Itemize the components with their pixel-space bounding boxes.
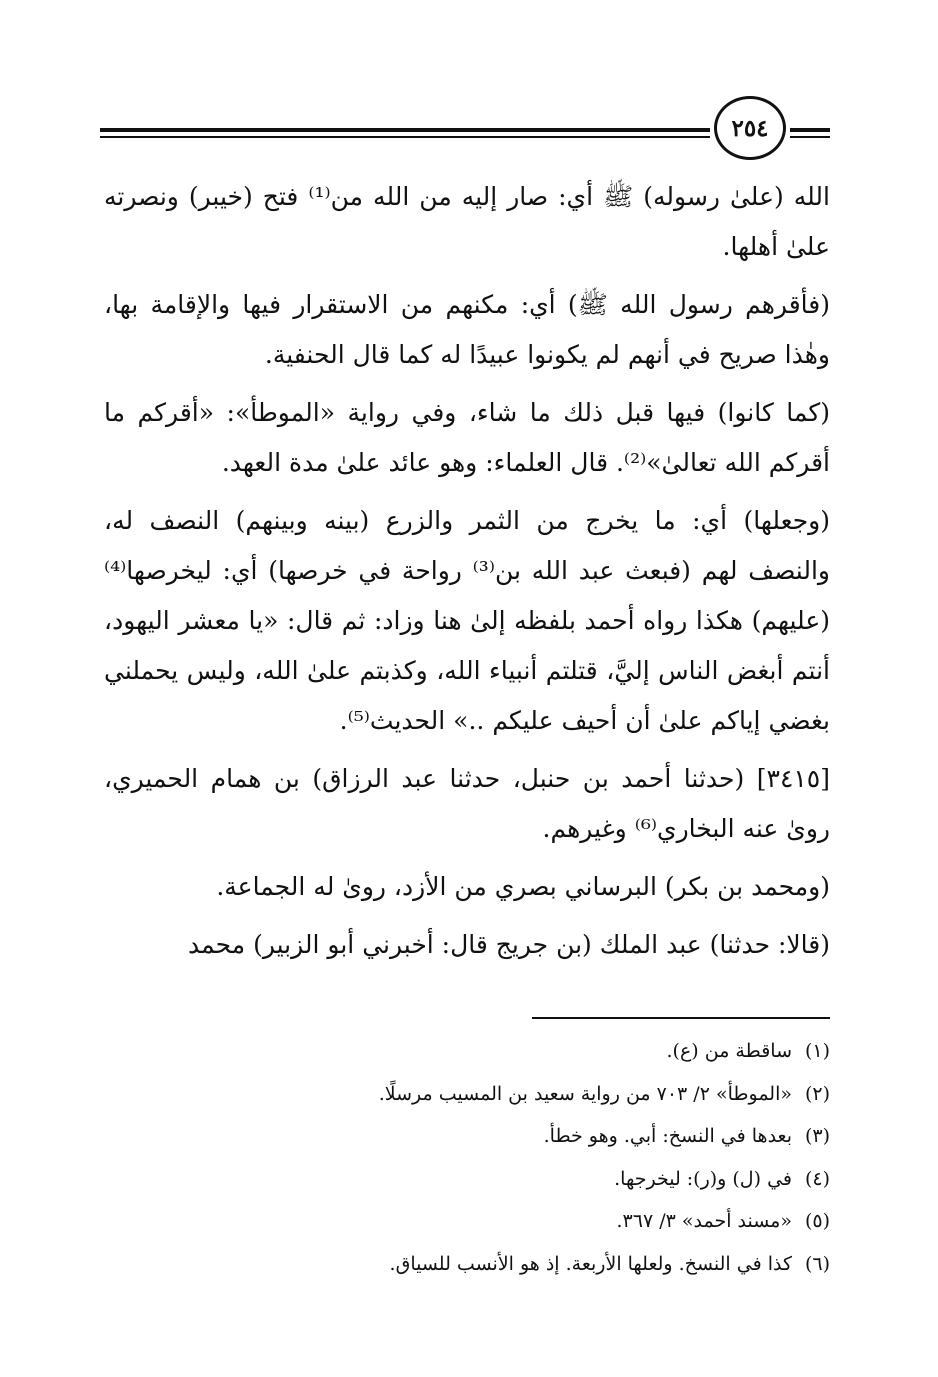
main-text (104, 172, 830, 978)
footnote-text: ساقطة من (ع). (666, 1040, 792, 1062)
header-rule (100, 128, 710, 132)
footnote-separator (532, 1017, 830, 1019)
page-number: ٢٥٤ (714, 96, 786, 160)
header-rule (790, 128, 830, 132)
footnote-text: بعدها في النسخ: أبي. وهو خطأ. (543, 1125, 792, 1147)
footnote-text: في (ل) و(ر): ليخرجها. (614, 1167, 792, 1190)
paragraph: [٣٤١٥] (حدثنا أحمد بن حنبل، حدثنا عبد الرزاق) بن همام الحميري، روىٰ عنه البخاري⁽⁶⁾ وغيرهم. (104, 764, 830, 843)
footnote-text: «الموطأ» ٢/ ٧٠٣ من رواية سعيد بن المسيب مرسلًا. (378, 1082, 792, 1105)
footnotes (104, 1030, 830, 1285)
footnote-text: «مسند أحمد» ٣/ ٣٦٧. (616, 1210, 792, 1232)
footnote (104, 1030, 830, 1073)
footnote-number: (٢) (804, 1082, 830, 1105)
footnote-number: (٦) (804, 1252, 830, 1275)
page-header (100, 96, 830, 166)
header-rule (790, 136, 830, 138)
footnote (104, 1158, 830, 1201)
paragraph: (كما كانوا) فيها قبل ذلك ما شاء، وفي رواية «الموطأ»: «أقركم ما أقركم الله تعالىٰ»⁽²⁾. قال العلماء: وهو عائد علىٰ مدة العهد. (104, 398, 830, 477)
footnote (104, 1200, 830, 1243)
footnote-number: (٤) (804, 1167, 830, 1190)
footnote (104, 1243, 830, 1286)
paragraph: (وجعلها) أي: ما يخرج من الثمر والزرع (بينه وبينهم) النصف له، والنصف لهم (فبعث عبد الله بن⁽³⁾ رواحة في خرصها) أي: ليخرصها⁽⁴⁾ (عليهم) هكذا رواه أحمد بلفظه إلىٰ هنا وزاد: ثم قال: «يا معشر اليهود، أنتم أبغض الناس إليَّ، قتلتم أنبياء الله، وكذبتم علىٰ الله، وليس يحملني بغضي إياكم علىٰ أن أحيف عليكم ..» الحديث⁽⁵⁾. (104, 506, 830, 735)
paragraph: الله (علىٰ رسوله) ﷺ أي: صار إليه من الله من⁽¹⁾ فتح (خيبر) ونصرته علىٰ أهلها. (104, 182, 830, 261)
footnote (104, 1115, 830, 1158)
footnote-number: (١) (804, 1040, 830, 1062)
footnote-number: (٣) (804, 1125, 830, 1147)
paragraph: (ومحمد بن بكر) البرساني بصري من الأزد، روىٰ له الجماعة. (216, 872, 830, 901)
footnote (104, 1073, 830, 1116)
header-rule (100, 136, 710, 138)
footnote-text: كذا في النسخ. ولعلها الأربعة. إذ هو الأنسب للسياق. (389, 1252, 792, 1275)
paragraph: (فأقرهم رسول الله ﷺ) أي: مكنهم من الاستقرار فيها والإقامة بها، وهٰذا صريح في أنهم لم يكونوا عبيدًا له كما قال الحنفية. (104, 290, 830, 369)
paragraph: (قالا: حدثنا) عبد الملك (بن جريج قال: أخبرني أبو الزبير) محمد (188, 930, 830, 959)
footnote-number: (٥) (804, 1210, 830, 1232)
